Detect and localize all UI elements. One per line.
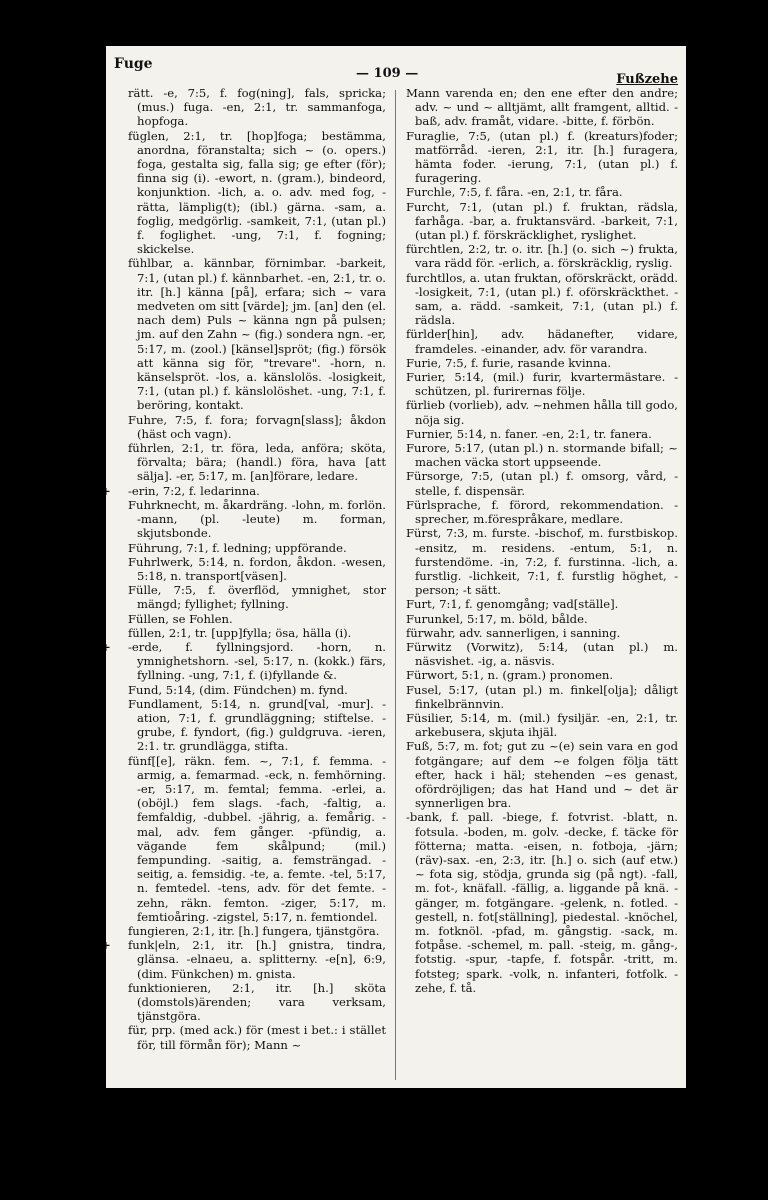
dictionary-entry: fürlder[hin], adv. hädanefter, vidare, framdeles. -einander, adv. för varandra. [406, 327, 678, 356]
dictionary-entry: Fülle, 7:5, f. överflöd, ymnighet, stor mängd; fyllighet; fyllning. [128, 583, 386, 612]
dictionary-entry: führlen, 2:1, tr. föra, leda, anföra; sköta, förvalta; bära; (handl.) föra, hava [att sälja]. -er, 5:17, m. [an]förare, ledare. [128, 441, 386, 484]
dictionary-entry: furchtllos, a. utan fruktan, oförskräckt, orädd. -losigkeit, 7:1, (utan pl.) f. oförskräckthet. -sam, a. rädd. -samkeit, 7:1, (utan pl.) f. rädsla. [406, 270, 678, 328]
dictionary-entry: Mann varenda en; den ene efter den andre; adv. ~ und ~ alltjämt, allt framgent, alltid. -baß, adv. framåt, vidare. -bitte, f. förbön. [406, 86, 678, 129]
dictionary-entry: Fusel, 5:17, (utan pl.) m. finkel[olja]; dåligt finkelbrännvin. [406, 682, 678, 711]
column-divider [395, 90, 396, 1080]
dictionary-entry: Furchle, 7:5, f. fåra. -en, 2:1, tr. fåra. [406, 185, 623, 200]
dictionary-page [106, 46, 686, 1088]
dictionary-entry: fürchtlen, 2:2, tr. o. itr. [h.] (o. sich ~) frukta, vara rädd för. -erlich, a. förskräcklig, ryslig. [406, 242, 678, 271]
dictionary-entry: Fürwitz (Vorwitz), 5:14, (utan pl.) m. näsvishet. -ig, a. näsvis. [406, 639, 678, 669]
dictionary-entry: Füsilier, 5:14, m. (mil.) fysiljär. -en, 2:1, tr. arkebusera, skjuta ihjäl. [406, 710, 678, 740]
dictionary-entry: Fürst, 7:3, m. furste. -bischof, m. furstbiskop. -ensitz, m. residens. -entum, 5:1, n. furstendöme. -in, 7:2, f. furstinna. -lich, a. furstlig. -lichkeit, 7:1, f. furstlig höghet, - person; -t sätt. [406, 526, 678, 598]
dictionary-entry: Fuhrlwerk, 5:14, n. fordon, åkdon. -wesen, 5:18, n. transport[väsen]. [128, 554, 386, 583]
left-column [128, 86, 386, 1052]
header-guide-word-left: Fuge [114, 56, 153, 72]
dictionary-entry: Fuhre, 7:5, f. fora; forvagn[slass]; åkdon (häst och vagn). [128, 412, 386, 441]
dictionary-entry: fürlieb (vorlieb), adv. ~nehmen hålla till godo, nöja sig. [406, 398, 678, 427]
dictionary-entry: Furunkel, 5:17, m. böld, bålde. [406, 611, 588, 626]
dictionary-entry: Furier, 5:14, (mil.) furir, kvartermästare. -schützen, pl. furirernas följe. [406, 370, 678, 399]
page-header [106, 46, 686, 86]
right-column [406, 86, 678, 995]
dictionary-entry: für, prp. (med ack.) för (mest i bet.: i stället för, till förmån för); Mann ~ [128, 1023, 386, 1052]
dictionary-entry: Fürwort, 5:1, n. (gram.) pronomen. [406, 668, 614, 683]
header-guide-word-right: Fußzehe [616, 72, 678, 87]
dictionary-entry: Führung, 7:1, f. ledning; uppförande. [128, 540, 347, 555]
dictionary-entry: Furt, 7:1, f. genomgång; vad[ställe]. [406, 597, 619, 612]
dictionary-entry: Furaglie, 7:5, (utan pl.) f. (kreaturs)foder; matförråd. -ieren, 2:1, itr. [h.] furagera, hämta foder. -ierung, 7:1, (utan pl.) f. furagering. [406, 128, 678, 186]
dictionary-entry: Fürlsprache, f. förord, rekommendation. -sprecher, m.förespråkare, medlare. [406, 497, 678, 527]
dictionary-entry: Fundlament, 5:14, n. grund[val, -mur]. -ation, 7:1, f. grundläggning; stiftelse. -grube, f. fyndort, (fig.) guldgruva. -ieren, 2:1. tr. grundlägga, stifta. [128, 696, 386, 754]
dictionary-entry: rätt. -e, 7:5, f. fog(ning], fals, spricka; (mus.) fuga. -en, 2:1, tr. sammanfoga, hopfoga. [128, 86, 386, 129]
dictionary-entry: funktionieren, 2:1, itr. [h.] sköta (domstols)ärenden; vara verksam, tjänstgöra. [128, 980, 386, 1024]
dictionary-entry: Furnier, 5:14, n. faner. -en, 2:1, tr. fanera. [406, 426, 652, 441]
dictionary-entry: füllen, 2:1, tr. [upp]fylla; ösa, hälla (i). [128, 625, 352, 640]
dictionary-entry: -bank, f. pall. -biege, f. fotvrist. -blatt, n. fotsula. -boden, m. golv. -decke, f. täcke för fötterna; matta. -eisen, n. fotboja, -järn; (räv)-sax. -en, 2:3, itr. [h.] o. sich (auf etw.) ~ fota sig, stödja, grunda sig (på ngt). -fall, m. fot-, knäfall. -fällig, a. liggande på knä. -gänger, m. fotgängare. -gelenk, n. fotled. -gestell, n. fot[ställning], piedestal. -knöchel, m. fotknöl. -pfad, m. gångstig. -sack, m. fotpåse. -schemel, m. pall. -steig, m. gång-, fotstig. -spur, -tapfe, f. fotspår. -tritt, m. fotsteg; spark. -volk, n. infanteri, fotfolk. -zehe, f. tå. [406, 810, 678, 995]
dictionary-entry: fürwahr, adv. sannerligen, i sanning. [406, 625, 621, 640]
dictionary-entry: Furie, 7:5, f. furie, rasande kvinna. [406, 355, 612, 370]
dictionary-entry: Fuß, 5:7, m. fot; gut zu ~(e) sein vara en god fotgängare; auf dem ~e folgen följa tätt efter, hack i häl; stehenden ~es genast, ofördröjligen; das hat Hand und ~ det är synnerligen bra. [406, 739, 678, 811]
dictionary-entry: Furore, 5:17, (utan pl.) n. stormande bifall; ~ machen väcka stort uppseende. [406, 441, 678, 470]
dictionary-entry: fühlbar, a. kännbar, förnimbar. -barkeit, 7:1, (utan pl.) f. kännbarhet. -en, 2:1, tr. o. itr. [h.] känna [på], erfara; sich ~ vara medveten om sitt [värde]; jm. [an] den (el. nach dem) Puls ~ känna ngn på pulsen; jm. auf den Zahn ~ (fig.) sondera ngn. -er, 5:17, m. (zool.) [känsel]spröt; (fig.) försök att känna sig för, "trevare". -horn, n. känselspröt. -los, a. känslolös. -losigkeit, 7:1, (utan pl.) f. känslolöshet. -ung, 7:1, f. beröring, kontakt. [128, 256, 386, 413]
dictionary-entry: Fürsorge, 7:5, (utan pl.) f. omsorg, vård, -stelle, f. dispensär. [406, 469, 678, 498]
dictionary-entry: Füllen, se Fohlen. [128, 611, 233, 626]
dictionary-entry: Furcht, 7:1, (utan pl.) f. fruktan, rädsla, farhåga. -bar, a. fruktansvärd. -barkeit, 7:1, (utan pl.) f. förskräcklighet, ryslighet. [406, 199, 678, 243]
dictionary-entry: fungieren, 2:1, itr. [h.] fungera, tjänstgöra. [128, 923, 380, 938]
dictionary-entry: Fund, 5:14, (dim. Fündchen) m. fynd. [128, 682, 348, 697]
dictionary-entry: + -erde, f. fyllningsjord. -horn, n. ymnighetshorn. -sel, 5:17, n. (kokk.) färs, fyllning. -ung, 7:1, f. (i)fyllande &. [128, 640, 386, 683]
dictionary-entry: + funk|eln, 2:1, itr. [h.] gnistra, tindra, glänsa. -elnaeu, a. splitterny. -e[n], 6:9, (dim. Fünkchen) m. gnista. [128, 938, 386, 981]
page-number: — 109 — [356, 66, 419, 81]
dictionary-entry: füglen, 2:1, tr. [hop]foga; bestämma, anordna, föranstalta; sich ~ (o. opers.) foga, gestalta sig, falla sig; ge efter (för); finna sig (i). -ewort, n. (gram.), bindeord, konjunktion. -lich, a. o. adv. med fog, - rätta, lämplig(t); (ibl.) gärna. -sam, a. foglig, medgörlig. -samkeit, 7:1, (utan pl.) f. foglighet. -ung, 7:1, f. fogning; skickelse. [128, 128, 386, 257]
dictionary-entry: + -erin, 7:2, f. ledarinna. [128, 484, 386, 498]
dictionary-entry: fünf[[e], räkn. fem. ~, 7:1, f. femma. -armig, a. femarmad. -eck, n. femhörning. -er, 5:17, m. femtal; femma. -erlei, a. (oböjl.) fem slags. -fach, -faltig, a. femfaldig, -dubbel. -jährig, a. femårig. -mal, adv. fem gånger. -pfündig, a. vägande fem skålpund; (mil.) fempunding. -saitig, a. femsträngad. -seitig, a. femsidig. -te, a. femte. -tel, 5:17, n. femtedel. -tens, adv. för det femte. -zehn, räkn. femton. -ziger, 5:17, m. femtioåring. -zigstel, 5:17, n. femtiondel. [128, 753, 386, 924]
dictionary-entry: Fuhrknecht, m. åkardräng. -lohn, m. forlön. -mann, (pl. -leute) m. forman, skjutsbonde. [128, 497, 386, 541]
